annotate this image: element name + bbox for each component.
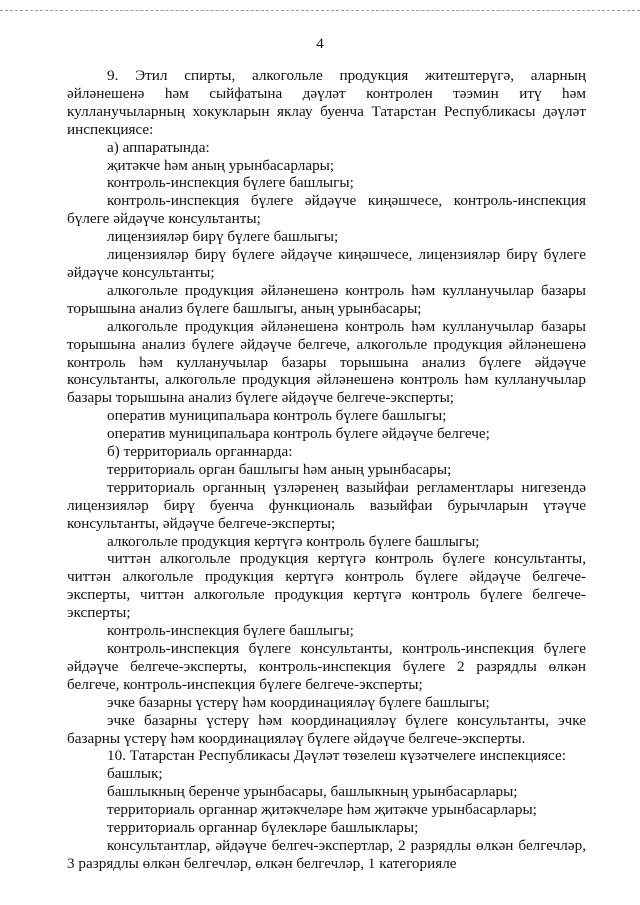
paragraph: территориаль орган башлыгы һәм аның урынбасары; xyxy=(107,460,452,478)
paragraph: эчке базарны үстерү һәм координацияләү бүлеге консультанты, эчке базарны үстерү һәм координацияләү бүлеге әйдәүче белгече-эксперты. xyxy=(67,711,586,747)
paragraph: 10. Татарстан Республикасы Дәүләт төзелеш күзәтчелеге инспекциясе: xyxy=(107,747,566,765)
document-body xyxy=(67,67,586,873)
paragraph: башлыкның беренче урынбасары, башлыкның урынбасарлары; xyxy=(107,783,518,801)
paragraph: башлык; xyxy=(107,765,163,783)
paragraph: б) территориаль органнарда: xyxy=(107,443,293,461)
paragraph: контроль-инспекция бүлеге башлыгы; xyxy=(107,622,354,640)
page-top-rule xyxy=(0,10,640,11)
paragraph: консультантлар, әйдәүче белгеч-экспертлар, 2 разрядлы өлкән белгечләр, 3 разрядлы өлкән белгечләр, өлкән белгечләр, 1 категорияле xyxy=(67,836,586,872)
paragraph: җитәкче һәм аның урынбасарлары; xyxy=(107,156,335,174)
paragraph: эчке базарны үстерү һәм координацияләү бүлеге башлыгы; xyxy=(107,693,490,711)
paragraph: оператив муниципальара контроль бүлеге башлыгы; xyxy=(107,407,447,425)
paragraph: а) аппаратында: xyxy=(107,138,210,156)
paragraph: территориаль органның үзләренең вазыйфаи регламентлары нигезендә лицензияләр бирү буенча функциональ вазыйфаи бурычларын үтәүче консультанты, әйдәүче белгече-эксперты; xyxy=(67,478,586,532)
page-number: 4 xyxy=(316,36,324,52)
paragraph: контроль-инспекция бүлеге консультанты, контроль-инспекция бүлеге әйдәүче белгече-эксперты, контроль-инспекция бүлеге 2 разрядлы өлкән белгече, контроль-инспекция бүлеге белгече-эксперты; xyxy=(67,640,586,693)
paragraph: оператив муниципальара контроль бүлеге әйдәүче белгече; xyxy=(107,425,490,443)
paragraph: читтән алкогольле продукция кертүгә контроль бүлеге консультанты, читтән алкогольле продукция кертүгә контроль бүлеге әйдәүче белгече-эксперты, читтән алкогольле продукция кертүгә контроль бүлеге белгече-эксперты; xyxy=(67,550,586,622)
paragraph: территориаль органнар җитәкчеләре һәм җитәкче урынбасарлары; xyxy=(107,801,537,819)
paragraph: лицензияләр бирү бүлеге башлыгы; xyxy=(107,228,339,246)
paragraph: алкогольле продукция әйләнешенә контроль һәм кулланучылар базары торышына анализ бүлеге башлыгы, аның урынбасары; xyxy=(67,281,586,317)
paragraph: 9. Этил спирты, алкогольле продукция житештерүгә, аларның әйләнешенә һәм сыйфатына дәүләт контролен тәэмин итү һәм кулланучыларның хокукларын яклау буенча Татарстан Республикасы дәүләт инспекциясе: xyxy=(67,67,586,138)
paragraph: контроль-инспекция бүлеге башлыгы; xyxy=(107,174,354,192)
paragraph: алкогольле продукция кертүгә контроль бүлеге башлыгы; xyxy=(107,532,480,550)
paragraph: алкогольле продукция әйләнешенә контроль һәм кулланучылар базары торышына анализ бүлеге әйдәүче белгече, алкогольле продукция әйләнешенә контроль һәм кулланучылар базары торышына анализ бүлеге әйдәүче консультанты, алкогольле продукция әйләнешенә контроль һәм кулланучылар базары торышына анализ бүлеге әйдәүче белгече-эксперты; xyxy=(67,317,586,407)
paragraph: лицензияләр бирү бүлеге әйдәүче киңәшчесе, лицензияләр бирү бүлеге әйдәүче консультанты; xyxy=(67,246,586,281)
paragraph: контроль-инспекция бүлеге әйдәүче киңәшчесе, контроль-инспекция бүлеге әйдәүче консультанты; xyxy=(67,192,586,228)
paragraph: территориаль органнар бүлекләре башлыклары; xyxy=(107,819,419,837)
